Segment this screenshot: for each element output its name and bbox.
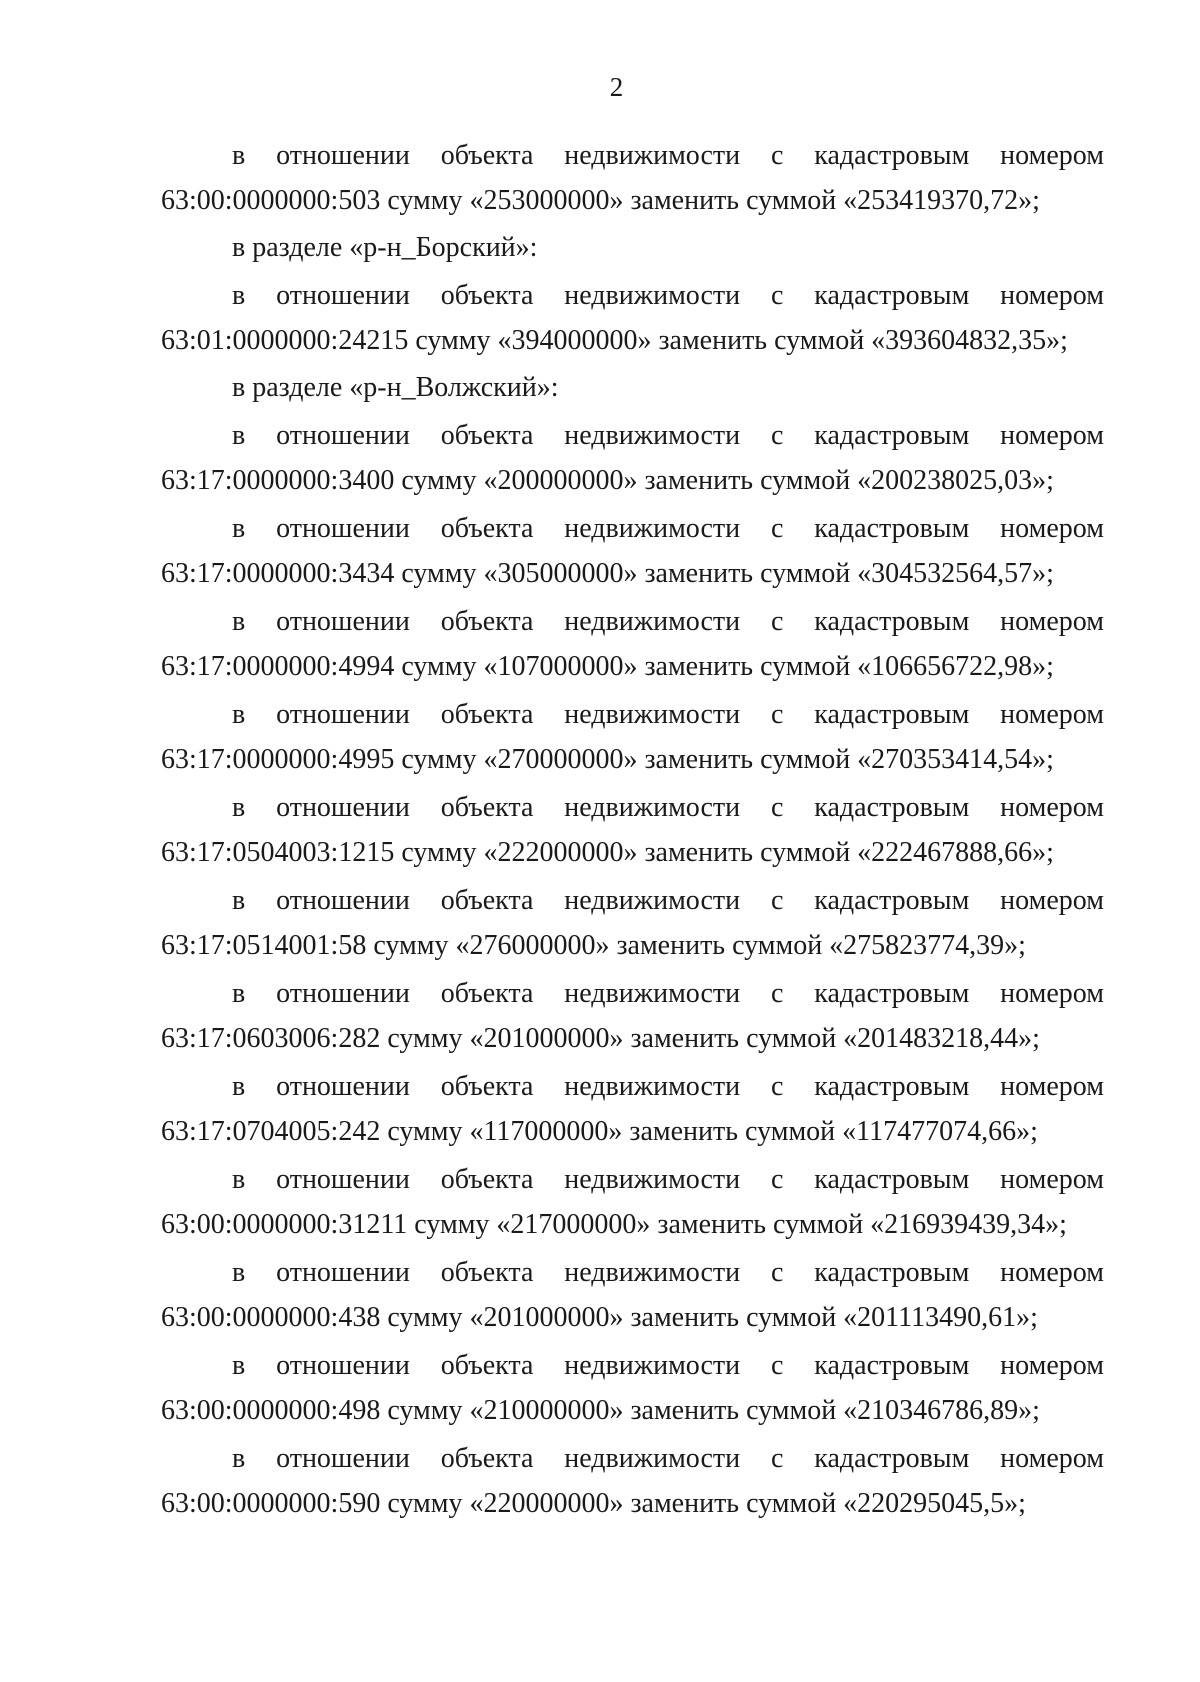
intro-word: кадастровым	[814, 1071, 970, 1102]
entry-amount-line: 63:01:0000000:24215 сумму «394000000» заменить суммой «393604832,35»;	[161, 325, 1068, 356]
intro-word: недвижимости	[564, 280, 741, 311]
intro-word: номером	[1000, 792, 1104, 823]
entry-amount-line: 63:00:0000000:503 сумму «253000000» заменить суммой «253419370,72»;	[161, 185, 1040, 216]
intro-word: отношении	[276, 1071, 410, 1102]
intro-word: кадастровым	[814, 1350, 970, 1381]
intro-word: объекта	[440, 1257, 534, 1288]
intro-word: отношении	[276, 513, 410, 544]
intro-word: объекта	[440, 792, 534, 823]
entry-amount-line: 63:00:0000000:438 сумму «201000000» заменить суммой «201113490,61»;	[161, 1302, 1038, 1333]
intro-word: кадастровым	[814, 792, 970, 823]
entry-intro-line	[161, 1343, 1104, 1389]
intro-word: в	[232, 792, 246, 823]
intro-word: номером	[1000, 885, 1104, 916]
intro-word: номером	[1000, 513, 1104, 544]
intro-word: кадастровым	[814, 699, 970, 730]
intro-word: в	[232, 420, 246, 451]
intro-word: с	[771, 1071, 784, 1102]
intro-word: в	[232, 1071, 246, 1102]
entry-amount-line: 63:00:0000000:590 сумму «220000000» заменить суммой «220295045,5»;	[161, 1488, 1026, 1519]
intro-word: с	[771, 280, 784, 311]
entry-intro-line	[161, 273, 1104, 319]
entry-amount-line: 63:00:0000000:498 сумму «210000000» заменить суммой «210346786,89»;	[161, 1395, 1040, 1426]
entry-intro-line	[161, 1436, 1104, 1482]
intro-word: в	[232, 1443, 246, 1474]
intro-word: номером	[1000, 420, 1104, 451]
entry-amount-line: 63:17:0000000:4994 сумму «107000000» заменить суммой «106656722,98»;	[161, 651, 1054, 682]
entry-intro-line	[161, 133, 1104, 179]
intro-word: в	[232, 140, 246, 171]
intro-word: недвижимости	[564, 792, 741, 823]
intro-word: номером	[1000, 1443, 1104, 1474]
entry-amount-line: 63:17:0603006:282 сумму «201000000» заменить суммой «201483218,44»;	[161, 1023, 1040, 1054]
intro-word: с	[771, 1443, 784, 1474]
intro-word: с	[771, 1164, 784, 1195]
intro-word: недвижимости	[564, 513, 741, 544]
intro-word: отношении	[276, 140, 410, 171]
intro-word: недвижимости	[564, 699, 741, 730]
intro-word: номером	[1000, 699, 1104, 730]
intro-word: в	[232, 885, 246, 916]
entry-intro-line	[161, 413, 1104, 459]
entry-intro-line	[161, 1064, 1104, 1110]
intro-word: с	[771, 1257, 784, 1288]
intro-word: кадастровым	[814, 1443, 970, 1474]
entry-intro-line	[161, 878, 1104, 924]
intro-word: кадастровым	[814, 420, 970, 451]
entry-amount-line: 63:17:0000000:4995 сумму «270000000» заменить суммой «270353414,54»;	[161, 744, 1054, 775]
intro-word: с	[771, 420, 784, 451]
entry-amount-line: 63:17:0000000:3400 сумму «200000000» заменить суммой «200238025,03»;	[161, 465, 1054, 496]
intro-word: недвижимости	[564, 420, 741, 451]
intro-word: номером	[1000, 606, 1104, 637]
page-number: 2	[609, 72, 624, 102]
intro-word: номером	[1000, 1071, 1104, 1102]
intro-word: номером	[1000, 140, 1104, 171]
intro-word: объекта	[440, 420, 534, 451]
intro-word: объекта	[440, 1350, 534, 1381]
intro-word: отношении	[276, 606, 410, 637]
intro-word: с	[771, 606, 784, 637]
intro-word: отношении	[276, 1443, 410, 1474]
entry-intro-line	[161, 692, 1104, 738]
intro-word: кадастровым	[814, 513, 970, 544]
intro-word: отношении	[276, 420, 410, 451]
entry-intro-line	[161, 1157, 1104, 1203]
intro-word: объекта	[440, 1071, 534, 1102]
intro-word: отношении	[276, 280, 410, 311]
intro-word: с	[771, 513, 784, 544]
intro-word: недвижимости	[564, 1257, 741, 1288]
section-heading: в разделе «р-н_Борский»:	[232, 232, 538, 263]
entry-intro-line	[161, 785, 1104, 831]
intro-word: недвижимости	[564, 1350, 741, 1381]
intro-word: объекта	[440, 140, 534, 171]
intro-word: в	[232, 513, 246, 544]
intro-word: номером	[1000, 1257, 1104, 1288]
entry-amount-line: 63:17:0704005:242 сумму «117000000» заменить суммой «117477074,66»;	[161, 1116, 1038, 1147]
intro-word: в	[232, 978, 246, 1009]
intro-word: кадастровым	[814, 978, 970, 1009]
entry-amount-line: 63:00:0000000:31211 сумму «217000000» заменить суммой «216939439,34»;	[161, 1209, 1067, 1240]
intro-word: отношении	[276, 978, 410, 1009]
intro-word: объекта	[440, 280, 534, 311]
intro-word: с	[771, 978, 784, 1009]
intro-word: недвижимости	[564, 978, 741, 1009]
intro-word: отношении	[276, 885, 410, 916]
intro-word: недвижимости	[564, 1443, 741, 1474]
entry-intro-line	[161, 506, 1104, 552]
intro-word: объекта	[440, 606, 534, 637]
entry-intro-line	[161, 1250, 1104, 1296]
intro-word: недвижимости	[564, 885, 741, 916]
section-heading: в разделе «р-н_Волжский»:	[232, 372, 559, 403]
intro-word: с	[771, 140, 784, 171]
intro-word: объекта	[440, 885, 534, 916]
intro-word: отношении	[276, 1350, 410, 1381]
intro-word: объекта	[440, 1164, 534, 1195]
intro-word: отношении	[276, 699, 410, 730]
intro-word: объекта	[440, 978, 534, 1009]
intro-word: недвижимости	[564, 1071, 741, 1102]
intro-word: в	[232, 1257, 246, 1288]
entry-amount-line: 63:17:0504003:1215 сумму «222000000» заменить суммой «222467888,66»;	[161, 837, 1054, 868]
entry-intro-line	[161, 599, 1104, 645]
intro-word: номером	[1000, 1350, 1104, 1381]
intro-word: кадастровым	[814, 140, 970, 171]
intro-word: номером	[1000, 978, 1104, 1009]
intro-word: кадастровым	[814, 606, 970, 637]
intro-word: кадастровым	[814, 1257, 970, 1288]
intro-word: объекта	[440, 513, 534, 544]
intro-word: в	[232, 699, 246, 730]
intro-word: кадастровым	[814, 885, 970, 916]
intro-word: номером	[1000, 280, 1104, 311]
intro-word: недвижимости	[564, 140, 741, 171]
intro-word: с	[771, 1350, 784, 1381]
intro-word: в	[232, 1164, 246, 1195]
document-body	[161, 133, 1104, 1529]
entry-intro-line	[161, 971, 1104, 1017]
intro-word: с	[771, 792, 784, 823]
intro-word: отношении	[276, 1164, 410, 1195]
intro-word: с	[771, 885, 784, 916]
intro-word: объекта	[440, 1443, 534, 1474]
intro-word: кадастровым	[814, 1164, 970, 1195]
intro-word: в	[232, 280, 246, 311]
intro-word: отношении	[276, 1257, 410, 1288]
entry-amount-line: 63:17:0514001:58 сумму «276000000» заменить суммой «275823774,39»;	[161, 930, 1026, 961]
intro-word: с	[771, 699, 784, 730]
intro-word: в	[232, 606, 246, 637]
intro-word: недвижимости	[564, 1164, 741, 1195]
intro-word: в	[232, 1350, 246, 1381]
intro-word: объекта	[440, 699, 534, 730]
intro-word: недвижимости	[564, 606, 741, 637]
entry-amount-line: 63:17:0000000:3434 сумму «305000000» заменить суммой «304532564,57»;	[161, 558, 1054, 589]
intro-word: номером	[1000, 1164, 1104, 1195]
intro-word: отношении	[276, 792, 410, 823]
intro-word: кадастровым	[814, 280, 970, 311]
